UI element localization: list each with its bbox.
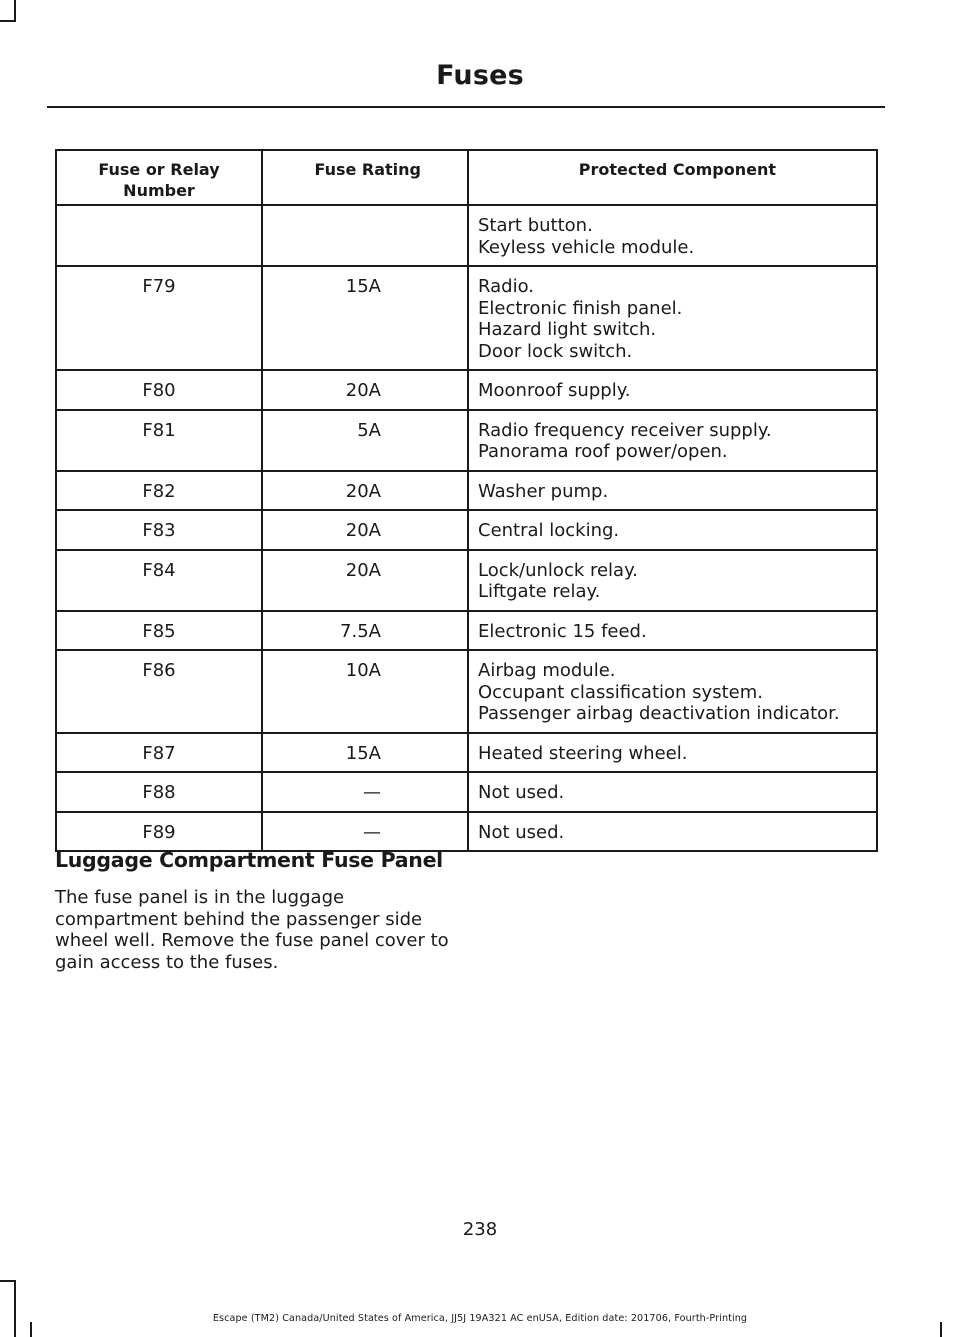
protected-component-item: Panorama roof power/open. xyxy=(478,441,728,462)
fuse-rating-cell xyxy=(262,650,468,733)
protected-component-item: Central locking. xyxy=(478,520,620,541)
fuse-number-cell: F83 xyxy=(56,510,262,550)
table-row xyxy=(56,510,877,550)
table-row xyxy=(56,772,877,812)
table-row xyxy=(56,266,877,370)
fuse-rating-cell xyxy=(262,510,468,550)
fuse-number-cell: F86 xyxy=(56,650,262,733)
table-row xyxy=(56,733,877,773)
fuse-rating-value: 15A xyxy=(345,276,381,297)
protected-component-cell xyxy=(468,550,877,611)
table-row xyxy=(56,650,877,733)
crop-mark-top-left-h xyxy=(0,20,16,22)
edition-footer: Escape (TM2) Canada/United States of America, JJ5J 19A321 AC enUSA, Edition date: 201706, Fourth-Printing xyxy=(212,1313,748,1324)
fuse-number-cell: F89 xyxy=(56,812,262,852)
table-row xyxy=(56,812,877,852)
fuse-rating-cell xyxy=(262,205,468,266)
section-heading: Luggage Compartment Fuse Panel xyxy=(55,848,443,872)
fuse-number-cell: F80 xyxy=(56,370,262,410)
crop-mark-bottom-left-v xyxy=(14,1280,16,1337)
header-protected-component: Protected Component xyxy=(468,150,877,205)
protected-component-cell xyxy=(468,370,877,410)
protected-component-item: Radio. xyxy=(478,276,534,297)
fuse-rating-cell xyxy=(262,266,468,370)
protected-component-item: Radio frequency receiver supply. xyxy=(478,419,772,441)
fuse-table-body xyxy=(56,205,877,851)
protected-component-cell xyxy=(468,266,877,370)
page-title: Fuses xyxy=(436,60,524,91)
fuse-rating-cell xyxy=(262,733,468,773)
crop-mark-bottom-left-h xyxy=(0,1280,16,1282)
protected-component-item: Not used. xyxy=(478,821,565,843)
protected-component-item: Lock/unlock relay. xyxy=(478,559,638,581)
fuse-rating-value: 20A xyxy=(345,480,381,502)
protected-component-cell xyxy=(468,471,877,511)
fuse-rating-value: 15A xyxy=(345,742,381,764)
fuse-rating-cell xyxy=(262,370,468,410)
protected-component-item: Keyless vehicle module. xyxy=(478,236,695,258)
fuse-rating-value: 20A xyxy=(345,380,381,401)
table-row xyxy=(56,370,877,410)
protected-component-item: Washer pump. xyxy=(478,480,609,502)
protected-component-cell xyxy=(468,205,877,266)
fuse-number-cell: F85 xyxy=(56,611,262,651)
fuse-rating-value: 20A xyxy=(345,520,381,541)
protected-component-item: Moonroof supply. xyxy=(478,380,631,401)
section-body: The fuse panel is in the luggage compartment behind the passenger side wheel well. Remove the fuse panel cover to gain access to the fuses. xyxy=(55,887,449,974)
protected-component-cell xyxy=(468,812,877,852)
fuse-number-cell: F84 xyxy=(56,550,262,611)
fuse-number-cell: F79 xyxy=(56,266,262,370)
table-row xyxy=(56,550,877,611)
fuse-rating-cell xyxy=(262,550,468,611)
fuse-rating-value: — xyxy=(363,821,381,843)
fuse-rating-value: — xyxy=(363,782,381,803)
table-row xyxy=(56,205,877,266)
table-header-row xyxy=(56,150,877,205)
fuse-rating-cell xyxy=(262,471,468,511)
fuse-number-cell xyxy=(56,205,262,266)
table-row xyxy=(56,611,877,651)
fuse-number-cell: F81 xyxy=(56,410,262,471)
fuse-rating-cell xyxy=(262,611,468,651)
fuse-rating-value: 7.5A xyxy=(340,620,381,642)
title-divider xyxy=(47,106,885,108)
protected-component-item: Not used. xyxy=(478,782,565,803)
fuse-table xyxy=(55,149,878,852)
fuse-rating-value: 5A xyxy=(357,419,381,441)
crop-mark-bottom-inner xyxy=(30,1322,32,1337)
protected-component-item: Liftgate relay. xyxy=(478,581,601,602)
fuse-number-cell: F87 xyxy=(56,733,262,773)
protected-component-item: Airbag module. xyxy=(478,660,616,681)
protected-component-cell xyxy=(468,733,877,773)
protected-component-item: Door lock switch. xyxy=(478,340,633,362)
fuse-rating-cell xyxy=(262,812,468,852)
protected-component-item: Passenger airbag deactivation indicator. xyxy=(478,703,840,724)
page-number: 238 xyxy=(462,1219,498,1240)
protected-component-item: Heated steering wheel. xyxy=(478,742,688,764)
protected-component-item: Electronic 15 feed. xyxy=(478,620,647,642)
protected-component-cell xyxy=(468,510,877,550)
fuse-number-cell: F82 xyxy=(56,471,262,511)
fuse-rating-value: 20A xyxy=(345,559,381,581)
fuse-rating-cell xyxy=(262,772,468,812)
crop-mark-bottom-right xyxy=(940,1322,942,1337)
protected-component-cell xyxy=(468,410,877,471)
protected-component-item: Start button. xyxy=(478,215,593,236)
protected-component-cell xyxy=(468,650,877,733)
protected-component-cell xyxy=(468,772,877,812)
table-row xyxy=(56,410,877,471)
fuse-rating-cell xyxy=(262,410,468,471)
protected-component-item: Electronic finish panel. xyxy=(478,297,683,319)
header-fuse-number: Fuse or Relay Number xyxy=(56,150,262,205)
header-fuse-rating: Fuse Rating xyxy=(262,150,468,205)
crop-mark-top-left-v xyxy=(14,0,16,22)
fuse-number-cell: F88 xyxy=(56,772,262,812)
table-row xyxy=(56,471,877,511)
protected-component-cell xyxy=(468,611,877,651)
protected-component-item: Hazard light switch. xyxy=(478,319,657,340)
fuse-rating-value: 10A xyxy=(345,660,381,681)
protected-component-item: Occupant classification system. xyxy=(478,681,763,703)
